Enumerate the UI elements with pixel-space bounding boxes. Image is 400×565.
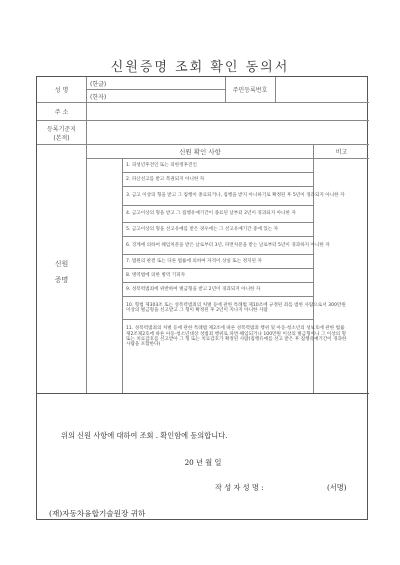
checklist-item-6: 6. 징계에 의하여 해임처분을 받은 날로부터 3년, 파면처분을 받는 날로부터 5년이 경과하지 아니한 자	[126, 242, 330, 248]
checklist-item-9: 9. 성폭력범죄에 위반하여 벌금형을 받고 2년이 경과되지 아니한 자	[126, 286, 261, 292]
section-label-line-1: 신원	[54, 260, 69, 268]
hangul-label: (한글)	[90, 80, 107, 88]
hanja-label: (한자)	[90, 93, 107, 101]
consent-statement: 위의 신원 사항에 대하여 조회 . 확인함에 동의합니다.	[61, 431, 228, 440]
checklist-item-7: 7. 법원의 판결 또는 다른 법률에 의하여 자격이 상실 또는 정지된 자	[126, 258, 262, 264]
checklist-item-11: 11. 성폭력범죄의 처벌 등에 관한 특례법 제2조에 따른 성폭력범죄 행위 및 아동·청소년의 성보호에 관한 법률 제2조제2호에 따른 아동·청소년대상 성범죄 행위로 파면·해임되거나 100만원 이상의 벌금형이나 그 이상의 형 또는 치료감호를 선고받아 그 형 또는 치료감호가 확정된 사람(집행유예를 선고 받은 후 집행유예기간이 경과한 사람을 포함한다)	[126, 326, 347, 348]
column-divider	[122, 159, 123, 393]
row-divider	[37, 393, 369, 394]
checklist-item-4: 4. 금고이상의 형을 받고 그 집행유예기간이 종료된 날부터 2년이 경과되지 아니한 자	[126, 211, 296, 217]
checklist-item-2: 2. 파산선고를 받고 복권되지 아니한 자	[126, 176, 205, 182]
address-label: 주 소	[54, 109, 69, 116]
checklist-item-1: 1. 피성년후견인 또는 피한정후견인	[126, 162, 197, 168]
registry-field[interactable]	[89, 121, 369, 144]
name-label: 성 명	[54, 87, 69, 94]
registry-sub-label: (본적)	[53, 134, 70, 142]
recipient-line: (재)자동차융합기술원장 귀하	[49, 509, 146, 518]
rrn-label: 주민등록번호	[232, 87, 268, 94]
registry-label-cell	[37, 121, 86, 144]
date-line: 20 년 월 일	[184, 458, 222, 467]
registry-label: 등록기준지	[47, 125, 76, 133]
remarks-heading: 비고	[335, 149, 348, 156]
checklist-heading: 신원 확인 사항	[179, 148, 221, 156]
checklist-item-5: 5. 금고이상의 형을 선고유예를 받은 경우에는 그 선고유예기간 중에 있는 자	[126, 226, 279, 232]
checklist-item-8: 8. 병역법에 의한 병역 기피자	[126, 272, 186, 278]
writer-name-label: 작 성 자 성 명 :	[215, 483, 264, 492]
page-title: 신원증명 조회 확인 동의서	[110, 60, 290, 75]
column-divider	[86, 77, 87, 393]
column-divider	[275, 77, 276, 103]
section-label-line-2: 증명	[54, 276, 69, 284]
identity-section-label	[37, 252, 86, 292]
rrn-field[interactable]	[277, 77, 369, 102]
address-field[interactable]	[89, 103, 369, 120]
signature-label: (서명)	[327, 483, 347, 492]
checklist-item-10: 10. 형법 제303조 또는 성폭력범죄의 처벌 등에 관한 특례법 제10조에 규정된 죄를 범한 사람으로서 300만원 이상의 벌금형을 선고받고 그 형이 확정된 후 2년이 지나지 아니한 사람	[126, 302, 346, 313]
checklist-item-3: 3. 금고 이상의 형을 받고 그 집행이 종료되거나, 집행을 받지 아니하기로 확정된 후 5년이 경과되지 아니한 자	[126, 193, 345, 199]
consent-form	[36, 76, 368, 520]
